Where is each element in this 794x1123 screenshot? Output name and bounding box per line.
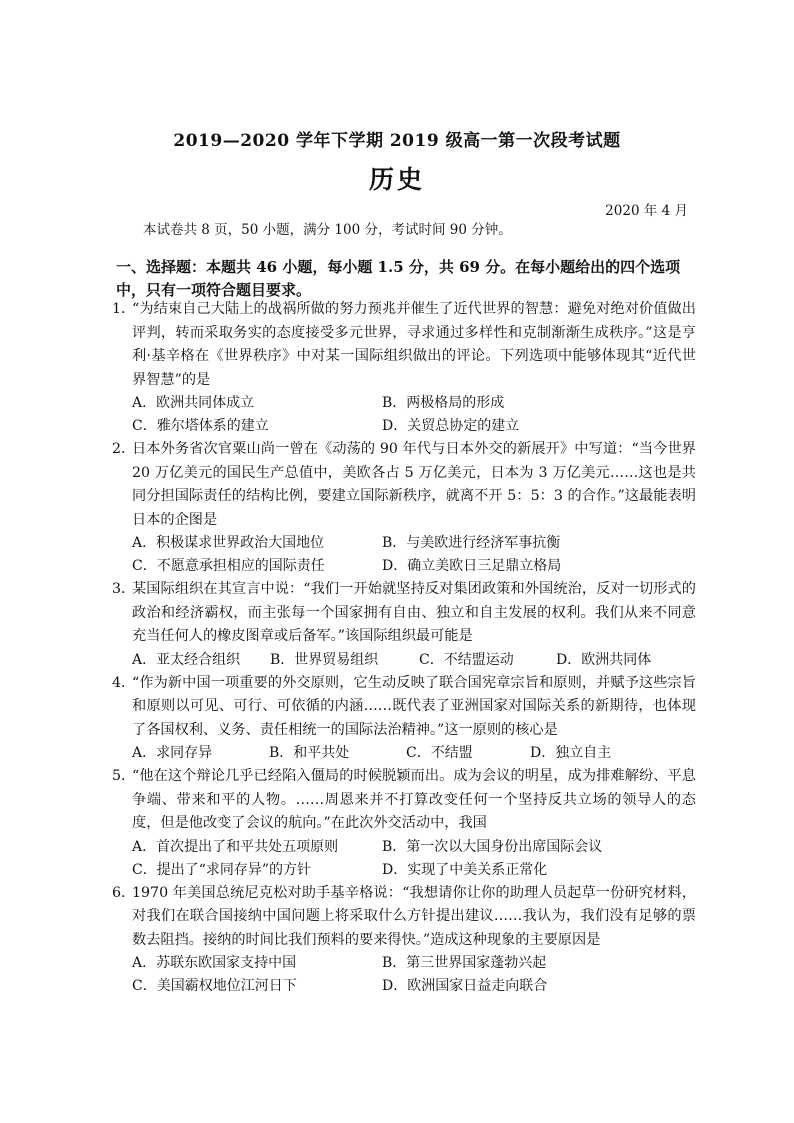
option-b: B．第三世界国家蓬勃兴起 <box>382 955 547 971</box>
question-6 <box>112 882 696 999</box>
option-c: C．美国霸权地位江河日下 <box>132 978 297 994</box>
question-text: 日本外务省次官粟山尚一曾在《动荡的 90 年代与日本外交的新展开》中写道：“当今世界 20 万亿美元的国民生产总值中，美欧各占 5 万亿美元，日本为 3 万亿美元……这也是共同分担国际责任的结构比例，要建立国际新秩序，就离不开 5：5：3 的合作。”这最能表明日本的企图是 <box>132 441 696 528</box>
option-a: A．积极谋求世界政治大国地位 <box>132 535 325 551</box>
exam-date: 2020 年 4 月 <box>605 203 688 219</box>
option-group <box>112 649 696 672</box>
question-number: 1． <box>112 301 136 317</box>
question-stem <box>112 578 696 649</box>
question-stem <box>112 672 696 743</box>
option-c: C．不结盟 <box>406 745 473 761</box>
option-c: C．不结盟运动 <box>419 651 514 668</box>
question-list <box>112 298 696 998</box>
option-d: D．关贸总协定的建立 <box>382 418 520 434</box>
question-number: 5． <box>112 768 136 784</box>
question-stem <box>112 765 696 836</box>
question-text: 某国际组织在其宣言中说：“我们一开始就坚持反对集团政策和外国统治，反对一切形式的政治和经济霸权，而主张每一个国家拥有自由、独立和自主发展的权利。我们从来不同意充当任何人的橡皮图章或后备军。”该国际组织最可能是 <box>132 581 696 644</box>
option-b: B．第一次以大国身份出席国际会议 <box>382 838 603 855</box>
option-d: D．实现了中美关系正常化 <box>382 861 548 878</box>
question-2 <box>112 438 696 578</box>
option-group <box>112 742 696 765</box>
question-number: 2． <box>112 441 136 457</box>
option-c: C．雅尔塔体系的建立 <box>132 418 269 434</box>
question-stem <box>112 298 696 392</box>
option-c: C．提出了“求同存异”的方针 <box>132 861 312 878</box>
question-stem <box>112 438 696 532</box>
subject-heading: 历史 <box>368 165 425 194</box>
option-b: B．和平共处 <box>269 745 350 761</box>
option-a: A．亚太经合组织 <box>132 651 241 668</box>
question-text: “作为新中国一项重要的外交原则，它生动反映了联合国宪章宗旨和原则，并赋予这些宗旨和原则以可见、可行、可依循的内涵……既代表了亚洲国家对国际关系的新期待，也体现了各国权利、义务、责任相统一的国际法治精神。”这一原则的核心是 <box>132 674 696 738</box>
option-a: A．欧洲共同体成立 <box>132 395 255 411</box>
question-number: 6． <box>112 884 136 901</box>
option-group <box>112 952 696 998</box>
question-5 <box>112 765 696 882</box>
question-3 <box>112 578 696 672</box>
option-d: D．欧洲国家日益走向联合 <box>382 978 548 994</box>
option-group <box>112 392 696 438</box>
question-number: 4． <box>112 674 136 691</box>
option-c: C．不愿意承担相应的国际责任 <box>132 558 325 574</box>
option-d: D．独立自主 <box>530 745 612 761</box>
question-4 <box>112 672 696 766</box>
question-1 <box>112 298 696 438</box>
question-text: “他在这个辩论几乎已经陷入僵局的时候脱颖而出。成为会议的明星，成为排难解纷、平息争端、带来和平的人物。……周恩来并不打算改变任何一个坚持反共立场的领导人的态度，但是他改变了会议的航向。”在此次外交活动中，我国 <box>132 768 696 831</box>
option-d: D．确立美欧日三足鼎立格局 <box>382 558 562 574</box>
option-a: A．首次提出了和平共处五项原则 <box>132 838 339 855</box>
question-text: 1970 年美国总统尼克松对助手基辛格说：“我想请你让你的助理人员起草一份研究材料，对我们在联合国接纳中国问题上将采取什么方针提出建议……我认为，我们没有足够的票数去阻挡。接纳的时间比我们预料的要来得快。”造成这种现象的主要原因是 <box>132 884 696 948</box>
option-a: A．求同存异 <box>132 745 213 761</box>
option-group <box>112 836 696 882</box>
option-d: D．欧洲共同体 <box>556 651 652 668</box>
question-stem <box>112 882 696 953</box>
option-b: B．世界贸易组织 <box>270 651 379 668</box>
option-a: A．苏联东欧国家支持中国 <box>132 955 297 971</box>
option-b: B．两极格局的形成 <box>382 395 505 411</box>
option-b: B．与美欧进行经济军事抗衡 <box>382 535 561 551</box>
question-number: 3． <box>112 581 136 597</box>
exam-instructions: 本试卷共 8 页，50 小题，满分 100 分，考试时间 90 分钟。 <box>143 222 512 238</box>
question-text: “为结束自己大陆上的战祸所做的努力预兆并催生了近代世界的智慧：避免对绝对价值做出评判，转而采取务实的态度接受多元世界，寻求通过多样性和克制渐渐生成秩序。”这是亨利·基辛格在《世界秩序》中对某一国际组织做出的评论。下列选项中能够体现其“近代世界智慧”的是 <box>132 301 696 388</box>
section-heading: 一、选择题：本题共 46 小题，每小题 1.5 分，共 69 分。在每小题给出的四个选项中，只有一项符合题目要求。 <box>116 258 681 299</box>
option-group <box>112 532 696 578</box>
exam-title: 2019—2020 学年下学期 2019 级高一第一次段考试题 <box>173 131 621 151</box>
